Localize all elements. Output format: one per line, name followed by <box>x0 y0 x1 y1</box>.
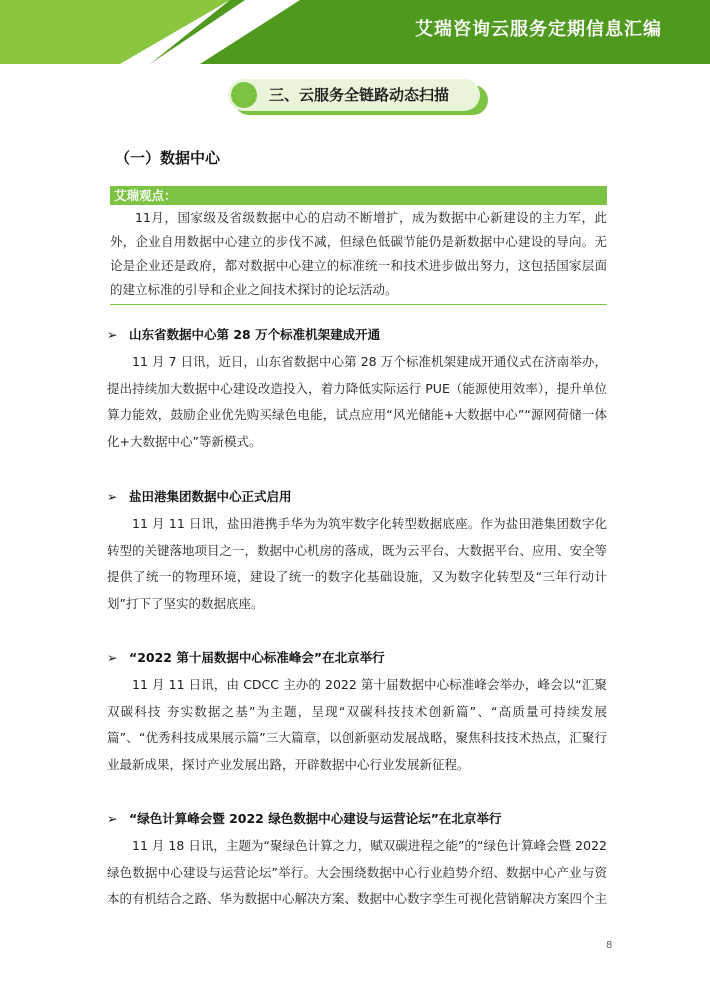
viewpoint-text: 11月，国家级及省级数据中心的启动不断增扩，成为数据中心新建设的主力军，此外，企业自用数据中心建立的步伐不减，但绿色低碳节能仍是新数据中心建设的导向。无论是企业还是政府，都对数据中心建立的标准统一和技术进步做出努力，这包括国家层面的建立标准的引导和企业之间技术探讨的论坛活动。 <box>110 205 607 305</box>
subsection-title: （一）数据中心 <box>115 149 221 167</box>
arrow-bullet-icon: ➢ <box>107 327 118 342</box>
viewpoint-box <box>110 186 607 305</box>
page-number: 8 <box>606 940 613 951</box>
section-title: 三、云服务全链路动态扫描 <box>268 86 449 104</box>
news-item-title-text: “绿色计算峰会暨 2022 绿色数据中心建设与运营论坛”在北京举行 <box>129 811 502 826</box>
arrow-bullet-icon: ➢ <box>107 489 118 504</box>
arrow-bullet-icon: ➢ <box>107 650 118 665</box>
news-item-body: 11 月 11 日讯，由 CDCC 主办的 2022 第十届数据中心标准峰会举办，峰会以“汇聚双碳科技 夯实数据之基”为主题，呈现“双碳科技技术创新篇”、“高质量可持续发展篇”、“优秀科技成果展示篇”三大篇章，以创新驱动发展战略，聚焦科技技术热点，汇聚行业最新成果，探讨产业发展出路，开辟数据中心行业发展新征程。 <box>107 677 607 772</box>
news-item-title <box>107 325 380 343</box>
news-item-body: 11 月 7 日讯，近日，山东省数据中心第 28 万个标准机架建成开通仪式在济南举办，提出持续加大数据中心建设改造投入，着力降低实际运行 PUE（能源使用效率），提升单位算力能效，鼓励企业优先购买绿色电能，试点应用“风光储能+大数据中心”“源网荷储一体化+大数据中心”等新模式。 <box>107 354 607 449</box>
news-item-title-text: 盐田港集团数据中心正式启用 <box>129 489 292 504</box>
section-title-pill <box>228 79 490 117</box>
news-item-title <box>107 648 385 666</box>
header-banner <box>0 0 710 64</box>
news-item-body: 11 月 18 日讯，主题为“聚绿色计算之力，赋双碳进程之能”的“绿色计算峰会暨 2022 绿色数据中心建设与运营论坛”举行。大会围绕数据中心行业趋势介绍、数据中心产业与资本的有机结合之路、华为数据中心解决方案、数据中心数字孪生可视化营销解决方案四个主 <box>107 838 608 906</box>
header-title: 艾瑞咨询云服务定期信息汇编 <box>415 19 662 40</box>
news-item-body: 11 月 11 日讯，盐田港携手华为为筑牢数字化转型数据底座。作为盐田港集团数字化转型的关键落地项目之一，数据中心机房的落成，既为云平台、大数据平台、应用、安全等提供了统一的物理环境，建设了统一的数字化基础设施，又为数字化转型及“三年行动计划”打下了坚实的数据底座。 <box>107 516 608 611</box>
arrow-bullet-icon: ➢ <box>107 811 118 826</box>
news-item-title-text: “2022 第十届数据中心标准峰会”在北京举行 <box>129 650 385 665</box>
viewpoint-label: 艾瑞观点： <box>110 186 607 205</box>
news-item-title <box>107 487 292 505</box>
news-item-title <box>107 809 501 827</box>
news-item-title-text: 山东省数据中心第 28 万个标准机架建成开通 <box>129 327 381 342</box>
